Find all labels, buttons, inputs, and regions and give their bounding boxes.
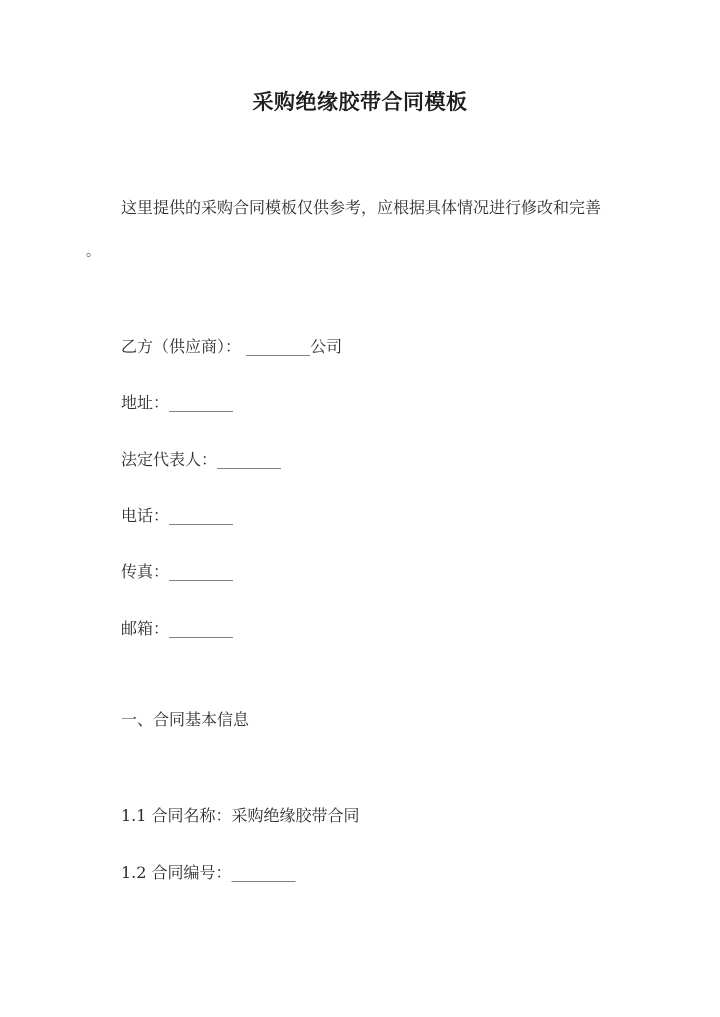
document-title: 采购绝缘胶带合同模板 [252, 89, 468, 114]
section-1-heading: 一、合同基本信息 [121, 710, 250, 729]
item-1-2-contract-number: 1.2 合同编号：________ [121, 863, 296, 882]
intro-paragraph-line-1: 这里提供的采购合同模板仅供参考，应根据具体情况进行修改和完善 [121, 198, 602, 217]
legal-representative-field: 法定代表人：________ [121, 450, 282, 469]
phone-field: 电话：________ [121, 506, 234, 525]
fax-field: 传真：________ [121, 562, 234, 581]
party-b-field: 乙方（供应商）： ________公司 [121, 337, 343, 356]
item-1-1-contract-name: 1.1 合同名称：采购绝缘胶带合同 [121, 806, 360, 825]
address-field: 地址：________ [121, 393, 234, 412]
intro-paragraph-line-2: 。 [86, 244, 100, 260]
email-field: 邮箱：________ [121, 619, 234, 638]
